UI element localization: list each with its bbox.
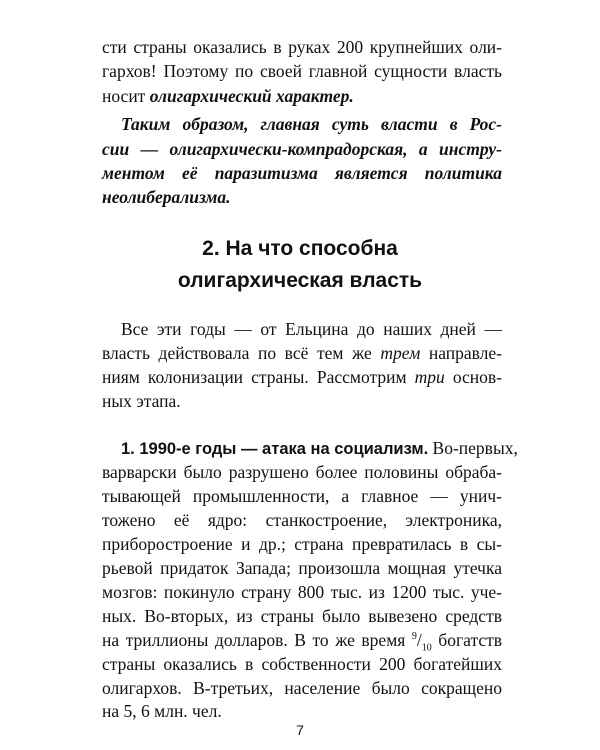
text-line: ных этапа. (102, 391, 181, 411)
text-line: гархов! Поэтому по своей главной сущности власть (102, 61, 502, 81)
section-heading: 2. На что способна (202, 237, 398, 260)
fraction-numerator: 9 (411, 631, 417, 643)
text-line: рьевой придаток Запада; произошла мощная утечка (102, 558, 502, 578)
emphasis-text: трем (380, 343, 421, 363)
text-line: варварски было разрушено более половины обраба- (102, 462, 502, 482)
section-heading: олигархическая власть (177, 269, 423, 292)
text-line: мозгов: покинуло страну 800 тыс. из 1200 тыс. уче- (102, 582, 502, 602)
text-fragment: богатств (431, 630, 502, 650)
text-fragment: направле- (420, 343, 502, 363)
conclusion-line: Таким образом, главная суть власти в Рос- (121, 114, 502, 134)
conclusion-line: неолиберализма. (102, 187, 231, 207)
text-line: ных. Во-вторых, из страны было вывезено средств (102, 606, 502, 626)
page-number: 7 (296, 722, 304, 738)
text-line (102, 85, 502, 107)
text-line (102, 366, 502, 388)
emphasis-text: три (414, 367, 445, 387)
text-line (121, 437, 518, 460)
text-fragment: носит (102, 86, 150, 106)
lead-heading: 1. 1990-е годы — атака на социализм. (121, 440, 429, 458)
text-line: тожено её ядро: станкостроение, электроника, (102, 510, 502, 530)
conclusion-line: сии — олигархически-компрадорская, а инстру- (102, 139, 502, 159)
text-line: страны оказались в собственности 200 богатейших (102, 654, 502, 674)
text-line: Все эти годы — от Ельцина до наших дней — (121, 319, 502, 339)
text-line (102, 629, 502, 654)
text-fragment: основ- (444, 367, 502, 387)
text-fragment: ниям колонизации страны. Рассмотрим (102, 367, 415, 387)
text-line (102, 342, 502, 364)
text-line: приборостроение и др.; страна превратилась в сы- (102, 534, 502, 554)
text-line: олигархов. В-третьих, население было сокращено (102, 678, 502, 698)
text-line: на 5, 6 млн. чел. (102, 701, 222, 721)
text-line: сти страны оказались в руках 200 крупнейших оли- (102, 37, 502, 57)
text-fragment: Во-первых, (428, 438, 518, 458)
conclusion-line: ментом её паразитизма является политика (102, 163, 502, 183)
text-fragment: на триллионы долларов. В то же время (102, 630, 412, 650)
fraction-slash: / (416, 630, 422, 650)
text-fragment: власть действовала по всё тем же (102, 343, 381, 363)
text-line: тывающей промышленности, а главное — унич- (102, 486, 502, 506)
emphasis-text: олигархический характер. (149, 86, 354, 106)
fraction-denominator: 10 (421, 642, 432, 654)
